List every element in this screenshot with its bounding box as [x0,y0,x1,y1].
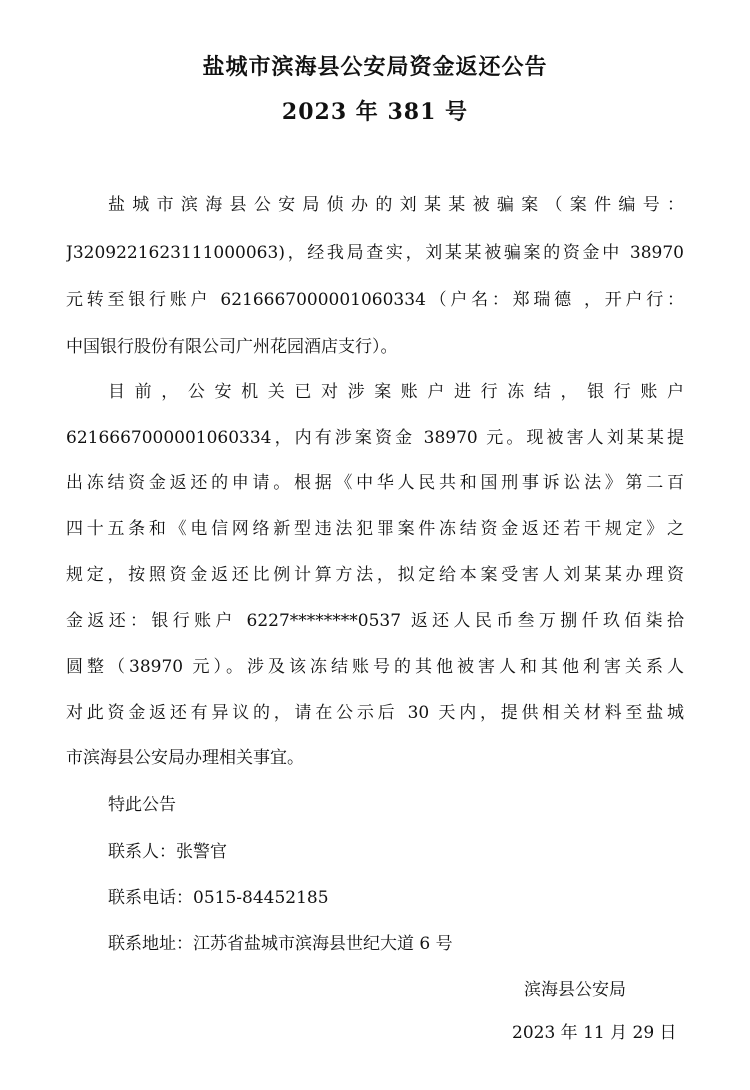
para1-line-4: 中国银行股份有限公司广州花园酒店支行）。 [66,337,398,357]
para2-line-9: 市滨海县公安局办理相关事宜。 [66,748,304,768]
signature-date: 2023 年 11 月 29 日 [512,1023,677,1043]
para1-line-1: 盐城市滨海县公安局侦办的刘某某被骗案（案件编号： [108,195,684,215]
signature-org: 滨海县公安局 [524,980,626,1000]
para2-line-6: 金返还：银行账户 6227********0537 返还人民币叁万捌仟玖佰柒拾 [66,611,684,631]
para2-line-4: 四十五条和《电信网络新型违法犯罪案件冻结资金返还若干规定》之 [66,519,684,539]
para2-line-8: 对此资金返还有异议的，请在公示后 30 天内，提供相关材料至盐城 [66,703,684,723]
contact-phone: 联系电话：0515-84452185 [108,888,329,908]
para1-line-3: 元转至银行账户 6216667000001060334（户名：郑瑞德 ，开户行： [66,290,684,310]
para2-line-1: 目前，公安机关已对涉案账户进行冻结，银行账户 [108,382,684,402]
para2-line-5: 规定，按照资金返还比例计算方法，拟定给本案受害人刘某某办理资 [66,565,684,585]
para2-line-2: 6216667000001060334，内有涉案资金 38970 元。现被害人刘某某提 [66,428,684,448]
para1-line-2: J3209221623111000063)，经我局查实，刘某某被骗案的资金中 38970 [66,243,684,263]
contact-address: 联系地址：江苏省盐城市滨海县世纪大道 6 号 [108,934,453,954]
para2-line-3: 出冻结资金返还的申请。根据《中华人民共和国刑事诉讼法》第二百 [66,473,684,493]
notice-title: 盐城市滨海县公安局资金返还公告 [202,54,548,80]
notice-number: 2023 年 381 号 [281,99,469,125]
closing-text: 特此公告 [108,795,176,815]
para2-line-7: 圆整（38970 元）。涉及该冻结账号的其他被害人和其他利害关系人 [66,657,684,677]
contact-person: 联系人：张警官 [108,842,227,862]
